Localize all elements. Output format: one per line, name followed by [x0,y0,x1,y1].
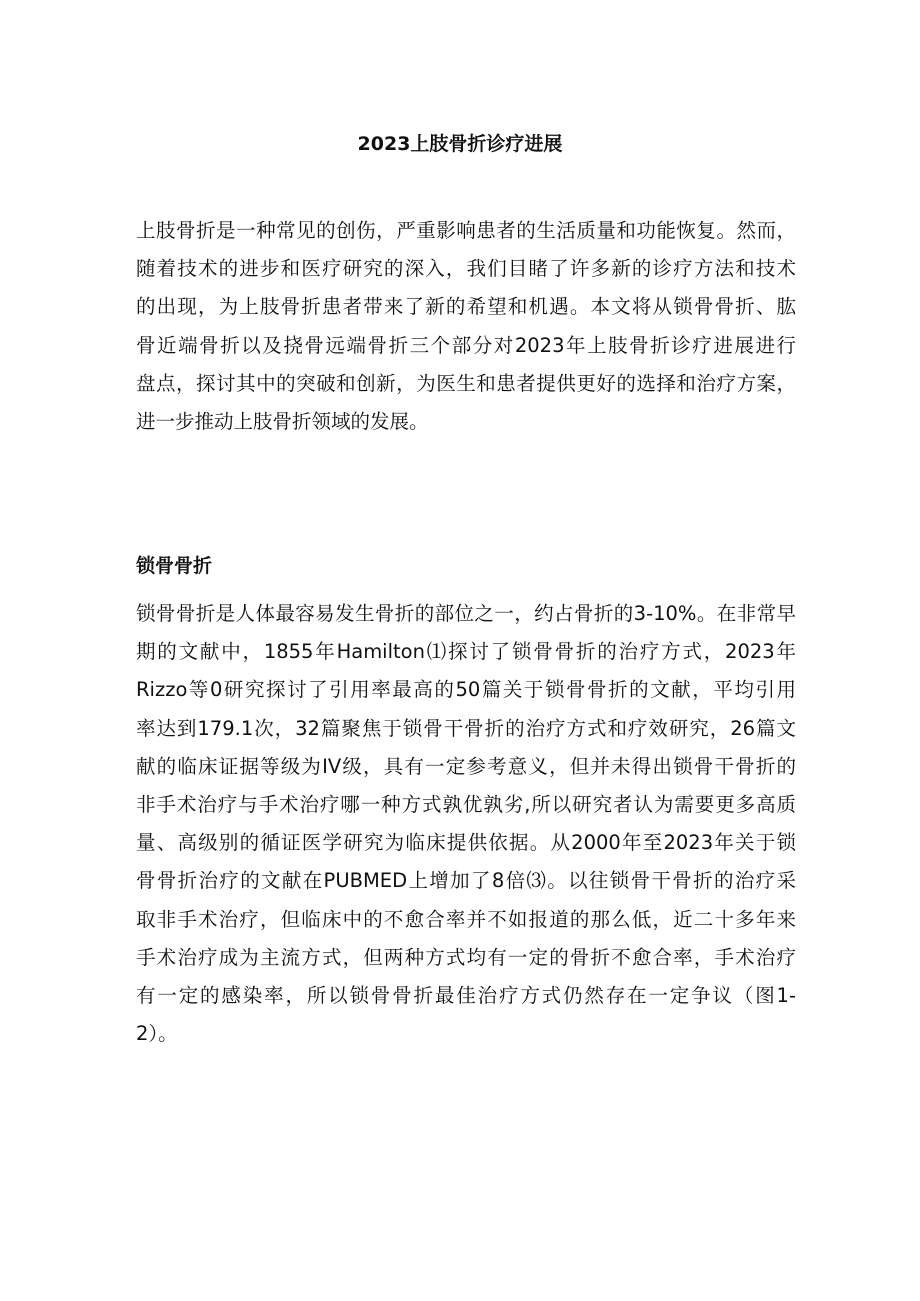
section-line: 2）。 [136,1022,178,1046]
intro-line: 盘点，探讨其中的突破和创新，为医生和患者提供更好的选择和治疗方案， [136,371,796,395]
section-line: 骨骨折治疗的文献在PUBMED上增加了8倍⑶。以往锁骨干骨折的治疗采 [136,869,796,893]
section-line: 非手术治疗与手术治疗哪一种方式孰优孰劣,所以研究者认为需要更多高质 [136,793,796,817]
section-paragraph [136,595,796,1053]
section-line: 取非手术治疗，但临床中的不愈合率并不如报道的那么低，近二十多年来 [136,907,796,931]
section-heading: 锁骨骨折 [136,555,213,577]
intro-line: 骨近端骨折以及挠骨远端骨折三个部分对2023年上肢骨折诊疗进展进行 [136,333,796,357]
section-line: 锁骨骨折是人体最容易发生骨折的部位之一，约占骨折的3-10%。在非常早 [136,602,796,625]
section-line: 手术治疗成为主流方式，但两种方式均有一定的骨折不愈合率，手术治疗 [136,945,796,969]
intro-paragraph [136,212,796,441]
section-line: 期的文献中，1855年Hamilton⑴探讨了锁骨骨折的治疗方式，2023年 [136,640,796,664]
intro-line: 进一步推动上肢骨折领域的发展。 [136,410,429,434]
section-line: 有一定的感染率，所以锁骨骨折最佳治疗方式仍然存在一定争议（图1- [136,984,796,1008]
section-line: Rizzo等0研究探讨了引用率最高的50篇关于锁骨骨折的文献，平均引用 [136,678,796,702]
document-title: 2023上肢骨折诊疗进展 [357,133,563,155]
section-line: 量、高级别的循证医学研究为临床提供依据。从2000年至2023年关于锁 [136,831,796,855]
section-line: 率达到179.1次，32篇聚焦于锁骨干骨折的治疗方式和疗效研究，26篇文 [136,716,796,740]
intro-line: 上肢骨折是一种常见的创伤，严重影响患者的生活质量和功能恢复。然而， [136,219,796,242]
intro-line: 随着技术的进步和医疗研究的深入，我们目睹了许多新的诊疗方法和技术 [136,257,796,281]
section-line: 献的临床证据等级为IV级，具有一定参考意义，但并未得出锁骨干骨折的 [136,754,796,778]
intro-line: 的出现，为上肢骨折患者带来了新的希望和机遇。本文将从锁骨骨折、肱 [136,295,796,319]
